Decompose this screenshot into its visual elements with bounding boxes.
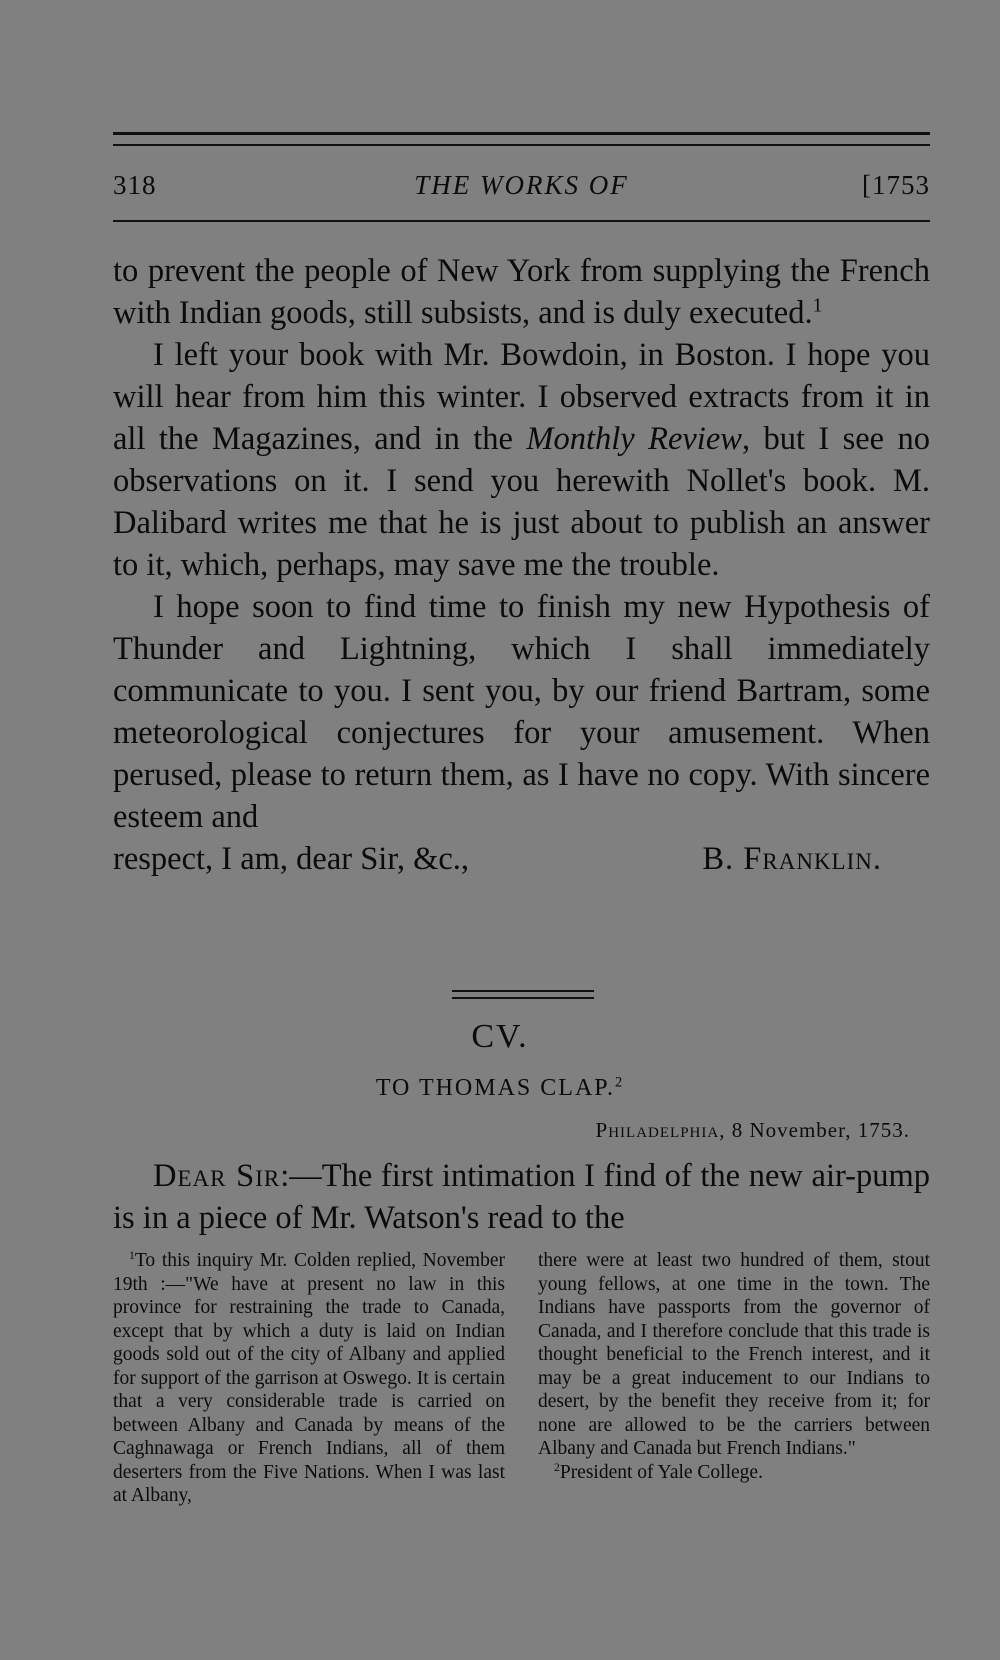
paragraph-1	[113, 250, 930, 334]
footnote-1-mark: 1	[129, 1248, 135, 1262]
page-number: 318	[113, 170, 157, 200]
closing-text: respect, I am, dear Sir, &c.,	[113, 841, 470, 877]
salutation: Dear Sir	[153, 1158, 281, 1194]
footnote-mark-1: 1	[812, 295, 823, 317]
footnotes	[113, 1249, 930, 1508]
footnote-1-text: To this inquiry Mr. Colden replied, November 19th :—"We have at present no law in this province for restraining the trade to Canada, except that by which a duty is laid on Indian goods sold out of the city of Albany and applied for support of the garrison at Oswego. It is certain that a very considerable trade is carried on between Albany and Canada by means of the Caghnawaga or French Indians, all of them deserters from the Five Nations. When I was last at Albany,	[113, 1250, 505, 1506]
running-header	[113, 170, 930, 210]
header-year: [1753	[862, 170, 930, 200]
footnote-1-continued: there were at least two hundred of them, stout young fellows, at one time in the town. The Indians have passports from the governor of Canada, and I therefore conclude that this trade is thought beneficial to the French interest, and it may be a great inducement to our Indians to desert, by the benefit they receive from it; for none are allowed to be the carriers between Albany and Canada but French Indians."	[538, 1250, 930, 1459]
footnote-2	[538, 1461, 930, 1485]
footnote-column-right	[538, 1249, 930, 1508]
recipient-text: TO THOMAS CLAP.	[375, 1075, 615, 1101]
letter-place: Philadelphia,	[595, 1118, 726, 1142]
header-bottom-rule	[113, 220, 930, 222]
letter-opening	[113, 1155, 930, 1239]
footnote-1	[113, 1249, 505, 1508]
closing-line	[113, 838, 930, 880]
signature: B. Franklin.	[702, 841, 882, 877]
opening-text: :—The first intimation I find of the new air-pump is in a piece of Mr. Watson's read to the	[113, 1158, 930, 1236]
periodical-title: Monthly Review	[526, 421, 742, 457]
section-rule-bottom	[452, 997, 594, 999]
footnote-mark-2: 2	[614, 1074, 625, 1091]
letter-recipient	[0, 1075, 1000, 1102]
main-text	[113, 250, 930, 880]
section-rule-top	[452, 990, 594, 992]
footnote-2-text: President of Yale College.	[559, 1461, 763, 1483]
paragraph-3: I hope soon to find time to finish my new Hypothesis of Thunder and Lightning, which I shall immediately communicate to you. I sent you, by our friend Bartram, some meteorological conjectures for your amusement. When perused, please to return them, as I have no copy. With sincere esteem and	[113, 589, 930, 835]
top-rule-thick	[113, 132, 930, 135]
paragraph-2-text-a: I left your book with Mr. Bowdoin, in Boston. I hope you will hear from him this winter. I observed extracts from it in all the Magazines, and in the	[113, 337, 930, 457]
paragraph-1-text: to prevent the people of New York from supplying the French with Indian goods, still subsists, and is duly executed.	[113, 253, 930, 331]
footnote-2-mark: 2	[554, 1460, 560, 1474]
paragraph-2	[113, 334, 930, 586]
top-rule-thin	[113, 144, 930, 146]
letter-number: CV.	[471, 1018, 529, 1055]
place-date	[596, 1118, 910, 1143]
paragraph-2-text-b: , but I see no observations on it. I send you herewith Nollet's book. M. Dalibard writes me that he is just about to publish an answer to it, which, perhaps, may save me the trouble.	[113, 421, 930, 583]
footnote-column-left	[113, 1249, 505, 1508]
letter-date: 8 November, 1753.	[731, 1118, 910, 1142]
running-title: THE WORKS OF	[414, 170, 629, 200]
